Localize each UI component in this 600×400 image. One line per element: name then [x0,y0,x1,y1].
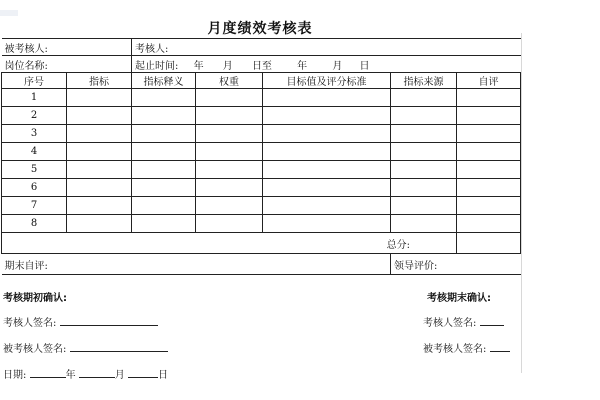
cell-source[interactable] [391,107,457,125]
end-assessee-sign-line[interactable] [490,342,510,352]
header-target: 目标值及评分标准 [263,73,391,89]
row-index: 2 [2,107,67,125]
start-assessor-sign-label: 考核人签名: [3,318,57,329]
cell-indicator[interactable] [67,161,132,179]
end-assessor-sign [423,314,504,329]
table-row [2,89,521,107]
cell-self-eval[interactable] [457,143,521,161]
cell-indicator[interactable] [67,143,132,161]
table-row [2,161,521,179]
cell-definition[interactable] [132,107,196,125]
total-label: 总分: [386,239,410,251]
cell-weight[interactable] [196,197,263,215]
cell-source[interactable] [391,197,457,215]
header-index: 序号 [2,73,67,89]
row-index: 7 [2,197,67,215]
table-row [2,179,521,197]
period-month-start: 月 [222,60,233,72]
assessee-field[interactable] [2,39,132,56]
date-month-line[interactable] [79,368,115,378]
cell-self-eval[interactable] [457,89,521,107]
position-label: 岗位名称: [4,60,48,72]
cell-source[interactable] [391,125,457,143]
header-source: 指标来源 [391,73,457,89]
sheet-tab-stub [0,10,18,16]
date-day-label: 日 [157,370,168,381]
row-index: 6 [2,179,67,197]
cell-weight[interactable] [196,89,263,107]
position-field[interactable] [2,56,132,73]
cell-weight[interactable] [196,215,263,233]
cell-definition[interactable] [132,161,196,179]
table-row [2,107,521,125]
cell-self-eval[interactable] [457,107,521,125]
cell-target[interactable] [263,125,391,143]
start-assessee-sign-line[interactable] [70,342,168,352]
sheet-right-edge [521,33,522,373]
table-row [2,143,521,161]
self-comment-field[interactable] [2,254,391,275]
cell-self-eval[interactable] [457,125,521,143]
period-day-start: 日至 [251,60,272,72]
end-assessor-sign-label: 考核人签名: [423,318,477,329]
date-year-line[interactable] [30,368,66,378]
cell-weight[interactable] [196,107,263,125]
start-assessee-sign-label: 被考核人签名: [3,344,67,355]
total-score-cell[interactable] [457,233,521,254]
assessee-label: 被考核人: [4,43,48,55]
cell-indicator[interactable] [67,179,132,197]
cell-source[interactable] [391,161,457,179]
table-row [2,215,521,233]
cell-weight[interactable] [196,161,263,179]
cell-definition[interactable] [132,215,196,233]
cell-definition[interactable] [132,197,196,215]
assessment-table [1,38,521,275]
cell-self-eval[interactable] [457,179,521,197]
cell-indicator[interactable] [67,107,132,125]
cell-target[interactable] [263,143,391,161]
info-row-people [2,39,521,56]
cell-source[interactable] [391,89,457,107]
date-month-label: 月 [114,370,125,381]
cell-source[interactable] [391,179,457,197]
leader-comment-label: 领导评价: [394,260,438,272]
cell-self-eval[interactable] [457,197,521,215]
end-assessor-sign-line[interactable] [480,316,504,326]
cell-target[interactable] [263,215,391,233]
cell-indicator[interactable] [67,197,132,215]
header-self-eval: 自评 [457,73,521,89]
self-comment-label: 期末自评: [4,260,48,272]
cell-indicator[interactable] [67,89,132,107]
start-confirm-label: 考核期初确认: [3,293,67,304]
header-definition: 指标释义 [132,73,196,89]
date-year-label: 年 [65,370,76,381]
date-line [3,366,168,381]
period-year-end: 年 [297,60,308,72]
start-assessor-sign [3,314,158,329]
cell-source[interactable] [391,143,457,161]
period-month-end: 月 [332,60,343,72]
cell-weight[interactable] [196,125,263,143]
cell-self-eval[interactable] [457,215,521,233]
period-year-start: 年 [193,60,204,72]
period-label: 起止时间: [135,60,179,72]
assessor-field[interactable] [132,39,521,56]
table-row [2,197,521,215]
date-label: 日期: [3,370,27,381]
cell-definition[interactable] [132,125,196,143]
cell-target[interactable] [263,179,391,197]
cell-weight[interactable] [196,179,263,197]
date-day-line[interactable] [128,368,158,378]
row-index: 3 [2,125,67,143]
assessor-label: 考核人: [135,43,169,55]
row-index: 5 [2,161,67,179]
cell-weight[interactable] [196,143,263,161]
leader-comment-field[interactable] [391,254,521,275]
end-assessee-sign-label: 被考核人签名: [423,344,487,355]
cell-source[interactable] [391,215,457,233]
cell-target[interactable] [263,197,391,215]
info-row-position [2,56,521,73]
cell-indicator[interactable] [67,125,132,143]
row-index: 4 [2,143,67,161]
start-assessee-sign [3,340,168,355]
cell-target[interactable] [263,89,391,107]
start-assessor-sign-line[interactable] [60,316,158,326]
period-field[interactable] [132,56,521,73]
total-row [2,233,521,254]
comments-row [2,254,521,275]
cell-definition[interactable] [132,143,196,161]
period-day-end: 日 [359,60,370,72]
header-weight: 权重 [196,73,263,89]
cell-definition[interactable] [132,89,196,107]
table-header [2,73,521,89]
cell-target[interactable] [263,161,391,179]
row-index: 1 [2,89,67,107]
cell-self-eval[interactable] [457,161,521,179]
end-assessee-sign [423,340,510,355]
table-row [2,125,521,143]
header-indicator: 指标 [67,73,132,89]
form-title: 月度绩效考核表 [207,21,313,37]
cell-target[interactable] [263,107,391,125]
cell-definition[interactable] [132,179,196,197]
total-label-cell [2,233,457,254]
row-index: 8 [2,215,67,233]
end-confirm-label: 考核期末确认: [427,293,491,304]
cell-indicator[interactable] [67,215,132,233]
